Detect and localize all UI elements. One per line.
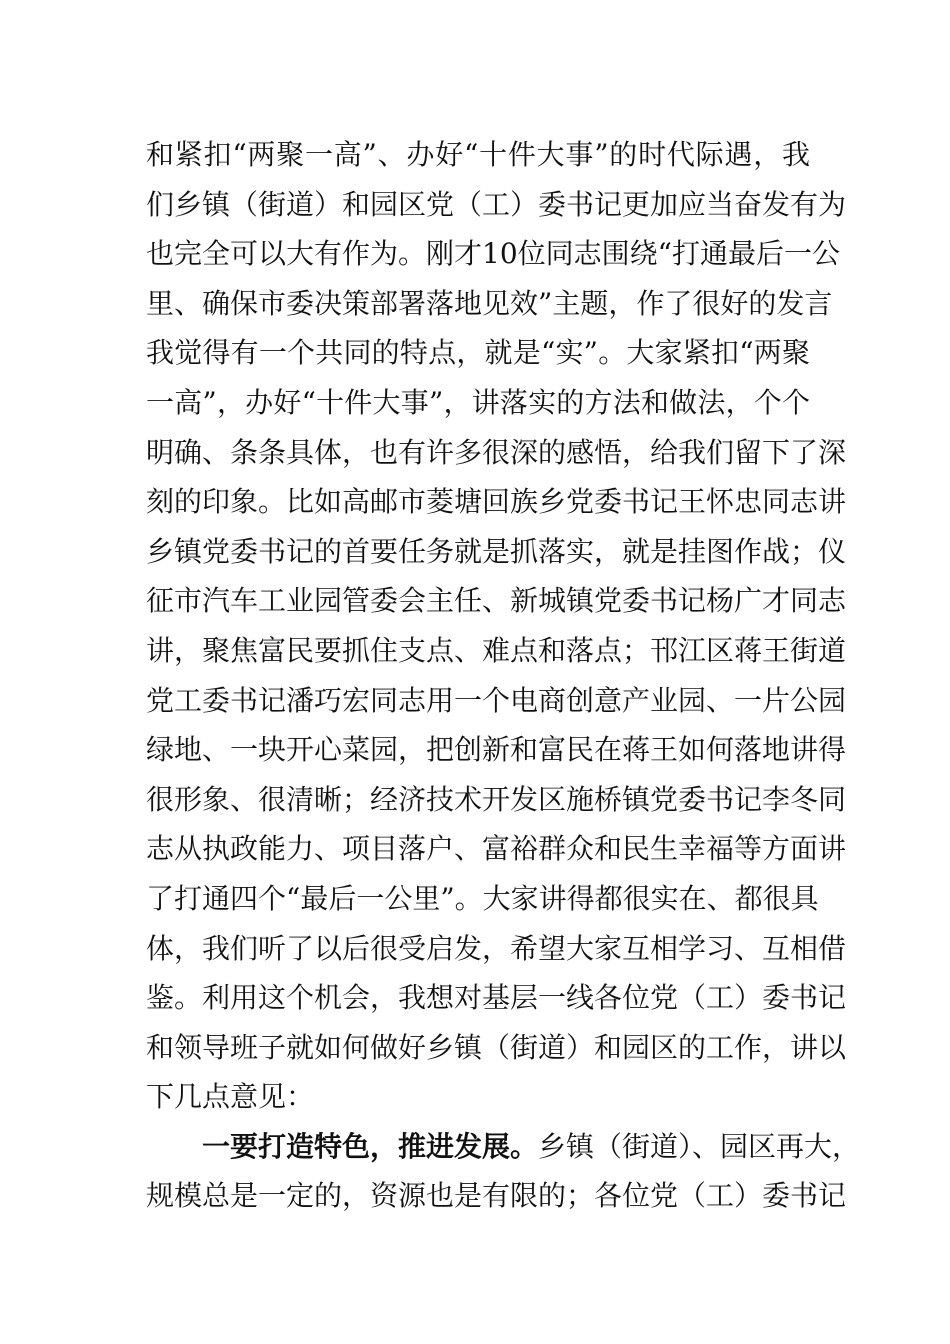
paragraph-line: 志从执政能力、项目落户、富裕群众和民生幸福等方面讲 [146, 832, 847, 866]
paragraph-line: 我觉得有一个共同的特点，就是“实”。大家紧扣“两聚 [146, 336, 810, 370]
paragraph-line: 乡镇党委书记的首要任务就是抓落实，就是挂图作战；仪 [146, 534, 847, 568]
section-heading: 一要打造特色，推进发展。 [202, 1129, 539, 1163]
paragraph-line: 里、确保市委决策部署落地见效”主题，作了很好的发言 [146, 286, 833, 320]
paragraph-line: 体，我们听了以后很受启发，希望大家互相学习、互相借 [146, 931, 847, 965]
body-text [146, 130, 861, 1221]
paragraph-line: 党工委书记潘巧宏同志用一个电商创意产业园、一片公园 [146, 683, 847, 717]
paragraph-line: 和领导班子就如何做好乡镇（街道）和园区的工作，讲以 [146, 1030, 847, 1064]
paragraph-line: 讲，聚焦富民要抓住支点、难点和落点；邗江区蒋王街道 [146, 633, 847, 667]
paragraph-line: 们乡镇（街道）和园区党（工）委书记更加应当奋发有为 [146, 187, 847, 221]
paragraph-line: 刻的印象。比如高邮市菱塘回族乡党委书记王怀忠同志讲 [146, 485, 847, 519]
paragraph-line: 征市汽车工业园管委会主任、新城镇党委书记杨广才同志 [146, 584, 847, 618]
paragraph-line: 了打通四个“最后一公里”。大家讲得都很实在、都很具 [146, 881, 819, 915]
paragraph-line: 规模总是一定的，资源也是有限的；各位党（工）委书记 [146, 1179, 847, 1213]
paragraph-line: 明确、条条具体，也有许多很深的感悟，给我们留下了深 [146, 435, 847, 469]
section-first-line [146, 1122, 861, 1172]
section-text: 乡镇（街道）、园区再大， [538, 1129, 861, 1163]
paragraph-line: 下几点意见： [146, 1080, 315, 1114]
paragraph-line: 一高”，办好“十件大事”，讲落实的方法和做法，个个 [146, 385, 810, 419]
paragraph-line: 很形象、很清晰；经济技术开发区施桥镇党委书记李冬同 [146, 782, 847, 816]
paragraph-line: 和紧扣“两聚一高”、办好“十件大事”的时代际遇，我 [146, 138, 810, 171]
paragraph-line: 也完全可以大有作为。刚才10位同志围绕“打通最后一公 [146, 237, 840, 271]
paragraph-line: 绿地、一块开心菜园，把创新和富民在蒋王如何落地讲得 [146, 733, 847, 767]
paragraph-line: 鉴。利用这个机会，我想对基层一线各位党（工）委书记 [146, 981, 847, 1015]
